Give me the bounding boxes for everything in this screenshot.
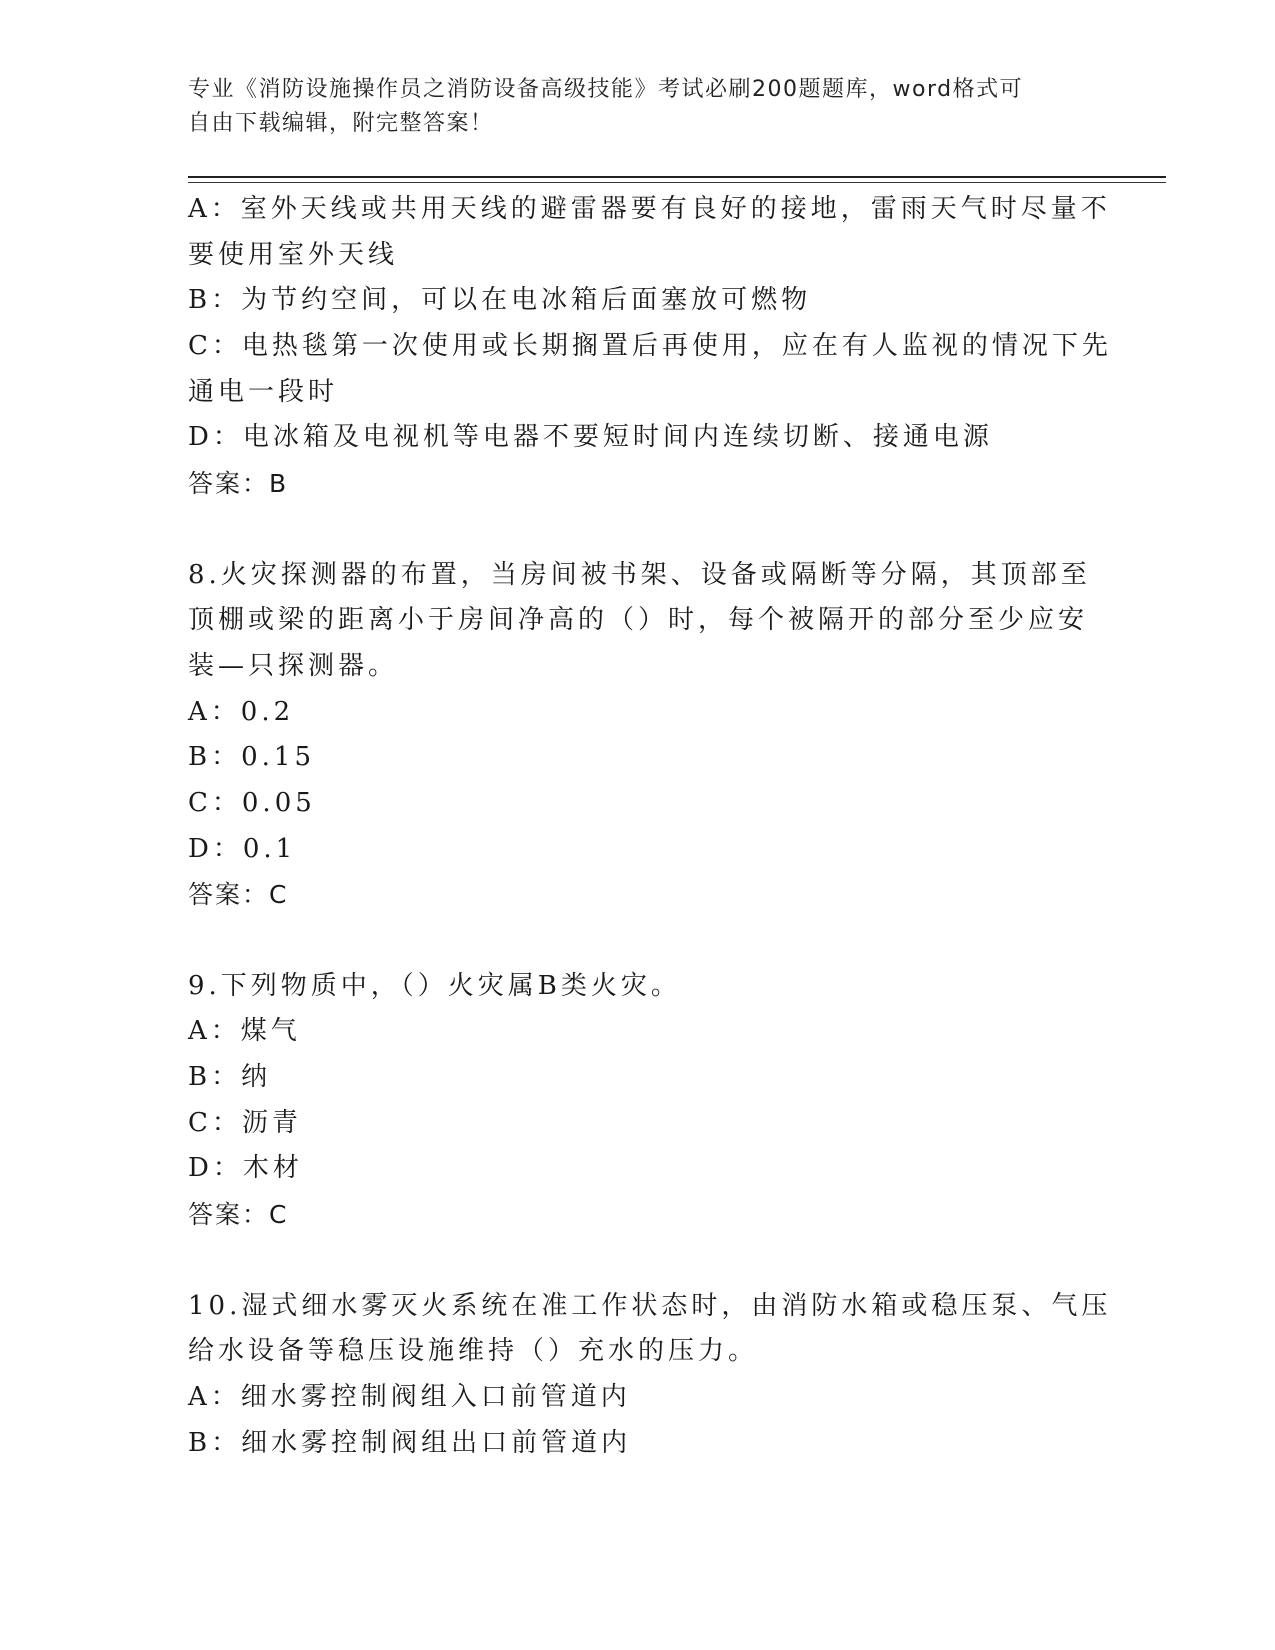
q8-option-b: B：0.15 xyxy=(188,742,315,773)
q9-option-a: A：煤气 xyxy=(188,1016,301,1047)
document-body xyxy=(188,187,1112,1466)
q10-stem-line-1: 10.湿式细水雾灭火系统在准工作状态时，由消防水箱或稳压泵、气压 xyxy=(188,1290,1112,1321)
q7-option-c-line-2: 通电一段时 xyxy=(188,376,339,407)
q9-answer: 答案：C xyxy=(188,1200,289,1230)
q8-option-a: A：0.2 xyxy=(188,696,295,727)
q10-stem-line-2: 给水设备等稳压设施维持（）充水的压力。 xyxy=(188,1336,759,1367)
header-rule-thin xyxy=(188,182,1166,183)
q9-option-d: D：木材 xyxy=(188,1153,303,1184)
q8-answer: 答案：C xyxy=(188,880,289,910)
spacer xyxy=(188,507,1088,553)
spacer xyxy=(188,918,1088,964)
header-rule-thick xyxy=(188,176,1166,178)
q7-option-a-line-2: 要使用室外天线 xyxy=(188,239,399,270)
q8-stem-line-2: 顶棚或梁的距离小于房间净高的（）时，每个被隔开的部分至少应安 xyxy=(188,605,1089,636)
q7-option-a-line-1: A：室外天线或共用天线的避雷器要有良好的接地，雷雨天气时尽量不 xyxy=(188,194,1111,224)
q8-option-c: C：0.05 xyxy=(188,787,316,818)
q9-stem: 9.下列物质中，（）火灾属B类火灾。 xyxy=(188,970,681,1001)
q7-option-b: B：为节约空间，可以在电冰箱后面塞放可燃物 xyxy=(188,285,812,316)
header-line-2: 自由下载编辑，附完整答案！ xyxy=(188,111,494,136)
q9-option-c: C：沥青 xyxy=(188,1107,302,1138)
question-9 xyxy=(188,964,1088,1238)
q8-stem-line-1: 8.火灾探测器的布置，当房间被书架、设备或隔断等分隔，其顶部至 xyxy=(188,559,1091,590)
question-10 xyxy=(188,1284,1112,1467)
q8-stem-line-3: 装—只探测器。 xyxy=(188,650,399,681)
spacer xyxy=(188,1238,1088,1284)
q7-option-c-line-1: C：电热毯第一次使用或长期搁置后再使用，应在有人监视的情况下先 xyxy=(188,331,1112,362)
q8-option-d: D：0.1 xyxy=(188,833,297,864)
question-8 xyxy=(188,553,1091,919)
q9-option-b: B：纳 xyxy=(188,1062,272,1093)
header-line-1: 专业《消防设施操作员之消防设备高级技能》考试必刷200题题库，word格式可 xyxy=(188,77,1024,102)
document-header xyxy=(188,73,1088,141)
q7-answer: 答案：B xyxy=(188,469,289,499)
q10-option-b: B：细水雾控制阀组出口前管道内 xyxy=(188,1427,632,1458)
q7-option-d: D：电冰箱及电视机等电器不要短时间内连续切断、接通电源 xyxy=(188,422,993,453)
question-7 xyxy=(188,187,1112,507)
q10-option-a: A：细水雾控制阀组入口前管道内 xyxy=(188,1381,631,1412)
